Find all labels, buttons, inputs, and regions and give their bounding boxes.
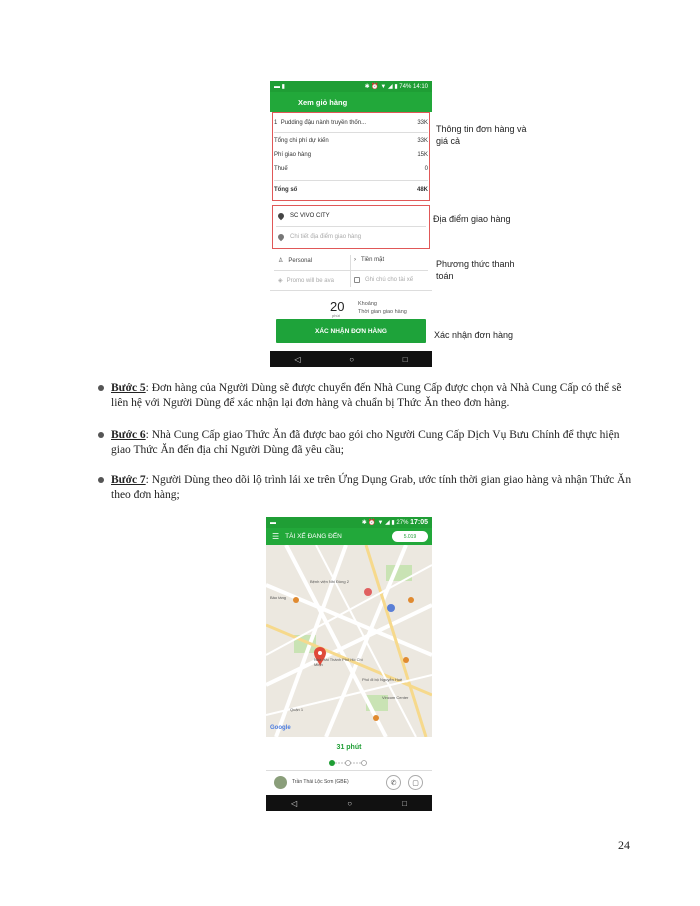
header-pill[interactable]: 5.019 <box>392 531 428 542</box>
eta-text: 31 phút <box>336 744 362 751</box>
address-text: SC VIVO CITY <box>290 213 330 219</box>
delivery-time-text <box>358 300 407 316</box>
summary-value: 15K <box>417 152 428 158</box>
step-label: Bước 7 <box>111 474 146 486</box>
map-label: Quận 1 <box>290 707 304 712</box>
item-name: Pudding đậu nành truyền thốn... <box>280 120 367 126</box>
map-view[interactable] <box>266 545 432 737</box>
driver-note-input[interactable] <box>354 277 413 283</box>
android-navbar <box>270 351 432 367</box>
status-icons: ✱ ⏰ ▼ ◢ ▮ <box>364 84 398 90</box>
bullet-step-7 <box>111 473 635 503</box>
status-left-icons: ▬ <box>270 519 276 526</box>
order-info-highlight <box>272 112 430 201</box>
summary-label: Thuế <box>274 166 288 172</box>
battery-level: 27% <box>396 520 409 526</box>
driver-row <box>266 770 432 794</box>
step-text: : Người Dùng theo dõi lộ trình lái xe trên Ứng Dụng Grab, ước tính thời gian giao hàng và nhận Thức Ăn theo đơn hàng; <box>111 474 632 501</box>
map-label: Vincom Center <box>382 695 409 700</box>
user-icon: ♙ <box>278 258 284 264</box>
payment-method-label: Tiền mặt <box>361 257 385 263</box>
back-icon[interactable]: ◁ <box>294 354 301 364</box>
divider <box>270 290 432 291</box>
summary-value: 33K <box>417 138 428 144</box>
summary-value: 0 <box>424 166 428 172</box>
home-icon[interactable]: ○ <box>347 798 353 808</box>
total-value: 48K <box>416 187 428 193</box>
cart-title: Xem giỏ hàng <box>298 97 348 107</box>
chat-icon[interactable]: ▢ <box>408 775 423 790</box>
tracking-header <box>266 528 432 545</box>
delivery-time-line2: Thời gian giao hàng <box>358 309 407 315</box>
annotation-confirm-order: Xác nhận đơn hàng <box>434 330 513 340</box>
google-logo: Google <box>270 725 291 731</box>
address-highlight <box>272 205 430 249</box>
total-label: Tổng số <box>274 187 298 193</box>
battery-level: 74% <box>399 84 412 90</box>
driver-avatar <box>274 776 287 789</box>
bullet-step-6 <box>111 428 635 458</box>
map-label: Bệnh viện Nhi Đồng 2 <box>310 579 349 584</box>
step-label: Bước 5 <box>111 382 146 394</box>
payment-profile[interactable] <box>278 257 312 264</box>
page-number: 24 <box>618 838 630 852</box>
divider <box>276 226 426 227</box>
cash-icon: › <box>354 257 356 263</box>
promo-icon: ◈ <box>278 278 283 284</box>
address-detail-input[interactable] <box>278 234 361 240</box>
driver-name: Trần Thái Lộc Sơn (GBE) <box>292 779 349 785</box>
divider <box>274 270 428 271</box>
map-label: Bảo tàng <box>270 595 287 600</box>
confirm-order-button[interactable]: XÁC NHẬN ĐƠN HÀNG <box>276 319 426 343</box>
annotation-payment-method: Phương thức thanh toán <box>436 259 515 281</box>
status-icons: ✱ ⏰ ▼ ◢ ▮ <box>361 520 395 526</box>
bullet-dot <box>98 385 104 391</box>
map-label: Phố đi bộ Nguyễn Huệ <box>362 677 403 682</box>
clock: 14:10 <box>412 84 428 90</box>
status-bar <box>266 517 432 528</box>
delivery-minutes: 20 <box>330 299 345 314</box>
note-placeholder: Ghi chú cho tài xế <box>365 277 414 283</box>
summary-label: Phí giao hàng <box>274 152 312 158</box>
trip-progress <box>328 759 368 767</box>
address-row[interactable] <box>278 213 330 219</box>
clock: 17:05 <box>410 519 428 526</box>
status-left-icons: ▬ ▮ <box>274 84 285 90</box>
step-text: : Nhà Cung Cấp giao Thức Ăn đã được bao gói cho Người Cung Cấp Dịch Vụ Bưu Chính để thực hiện giao Thức Ăn đến địa chỉ Người Dùng đã yêu cầu; <box>111 429 620 456</box>
map-label: Nhà Hát Thành Phố Hồ Chí Minh <box>314 657 363 667</box>
phone-icon[interactable]: ✆ <box>386 775 401 790</box>
payment-profile-label: Personal <box>288 257 313 264</box>
promo-input[interactable] <box>278 277 334 284</box>
step-label: Bước 6 <box>111 429 146 441</box>
menu-icon[interactable]: ☰ <box>272 532 280 541</box>
recents-icon[interactable]: □ <box>402 354 408 364</box>
bullet-step-5 <box>111 381 635 411</box>
status-bar <box>270 81 432 92</box>
home-icon[interactable]: ○ <box>349 354 355 364</box>
divider <box>350 255 351 287</box>
item-price: 33K <box>417 120 428 126</box>
bullet-dot <box>98 432 104 438</box>
tracking-title: TÀI XẾ ĐANG ĐẾN <box>285 533 342 540</box>
location-pin-icon <box>277 212 285 220</box>
android-navbar <box>266 795 432 811</box>
bullet-dot <box>98 477 104 483</box>
driver-tracking-screenshot <box>266 517 432 811</box>
location-edit-icon <box>277 233 285 241</box>
delivery-time-line1: Khoảng <box>358 301 377 307</box>
cart-screenshot <box>270 81 432 367</box>
note-icon <box>354 277 360 283</box>
payment-method[interactable] <box>354 257 384 263</box>
recents-icon[interactable]: □ <box>402 798 407 808</box>
step-text: : Đơn hàng của Người Dùng sẽ được chuyển đến Nhà Cung Cấp được chọn và Nhà Cung Cấp có thể sẽ liên hệ với Người Dùng để xác nhận lại đơn hàng và chuẩn bị Thức Ăn theo đơn hàng. <box>111 382 622 409</box>
summary-label: Tổng chi phí dự kiến <box>274 138 329 144</box>
annotation-delivery-location: Địa điểm giao hàng <box>433 214 511 224</box>
item-qty: 1 <box>274 120 278 126</box>
delivery-minutes-unit: phút <box>332 313 340 318</box>
promo-placeholder: Promo will be ava <box>286 277 334 284</box>
cart-header <box>270 92 432 112</box>
address-detail-placeholder: Chi tiết địa điểm giao hàng <box>290 234 362 240</box>
annotation-order-info: Thông tin đơn hàng và giá cả <box>436 124 527 146</box>
back-icon[interactable]: ◁ <box>291 798 298 808</box>
